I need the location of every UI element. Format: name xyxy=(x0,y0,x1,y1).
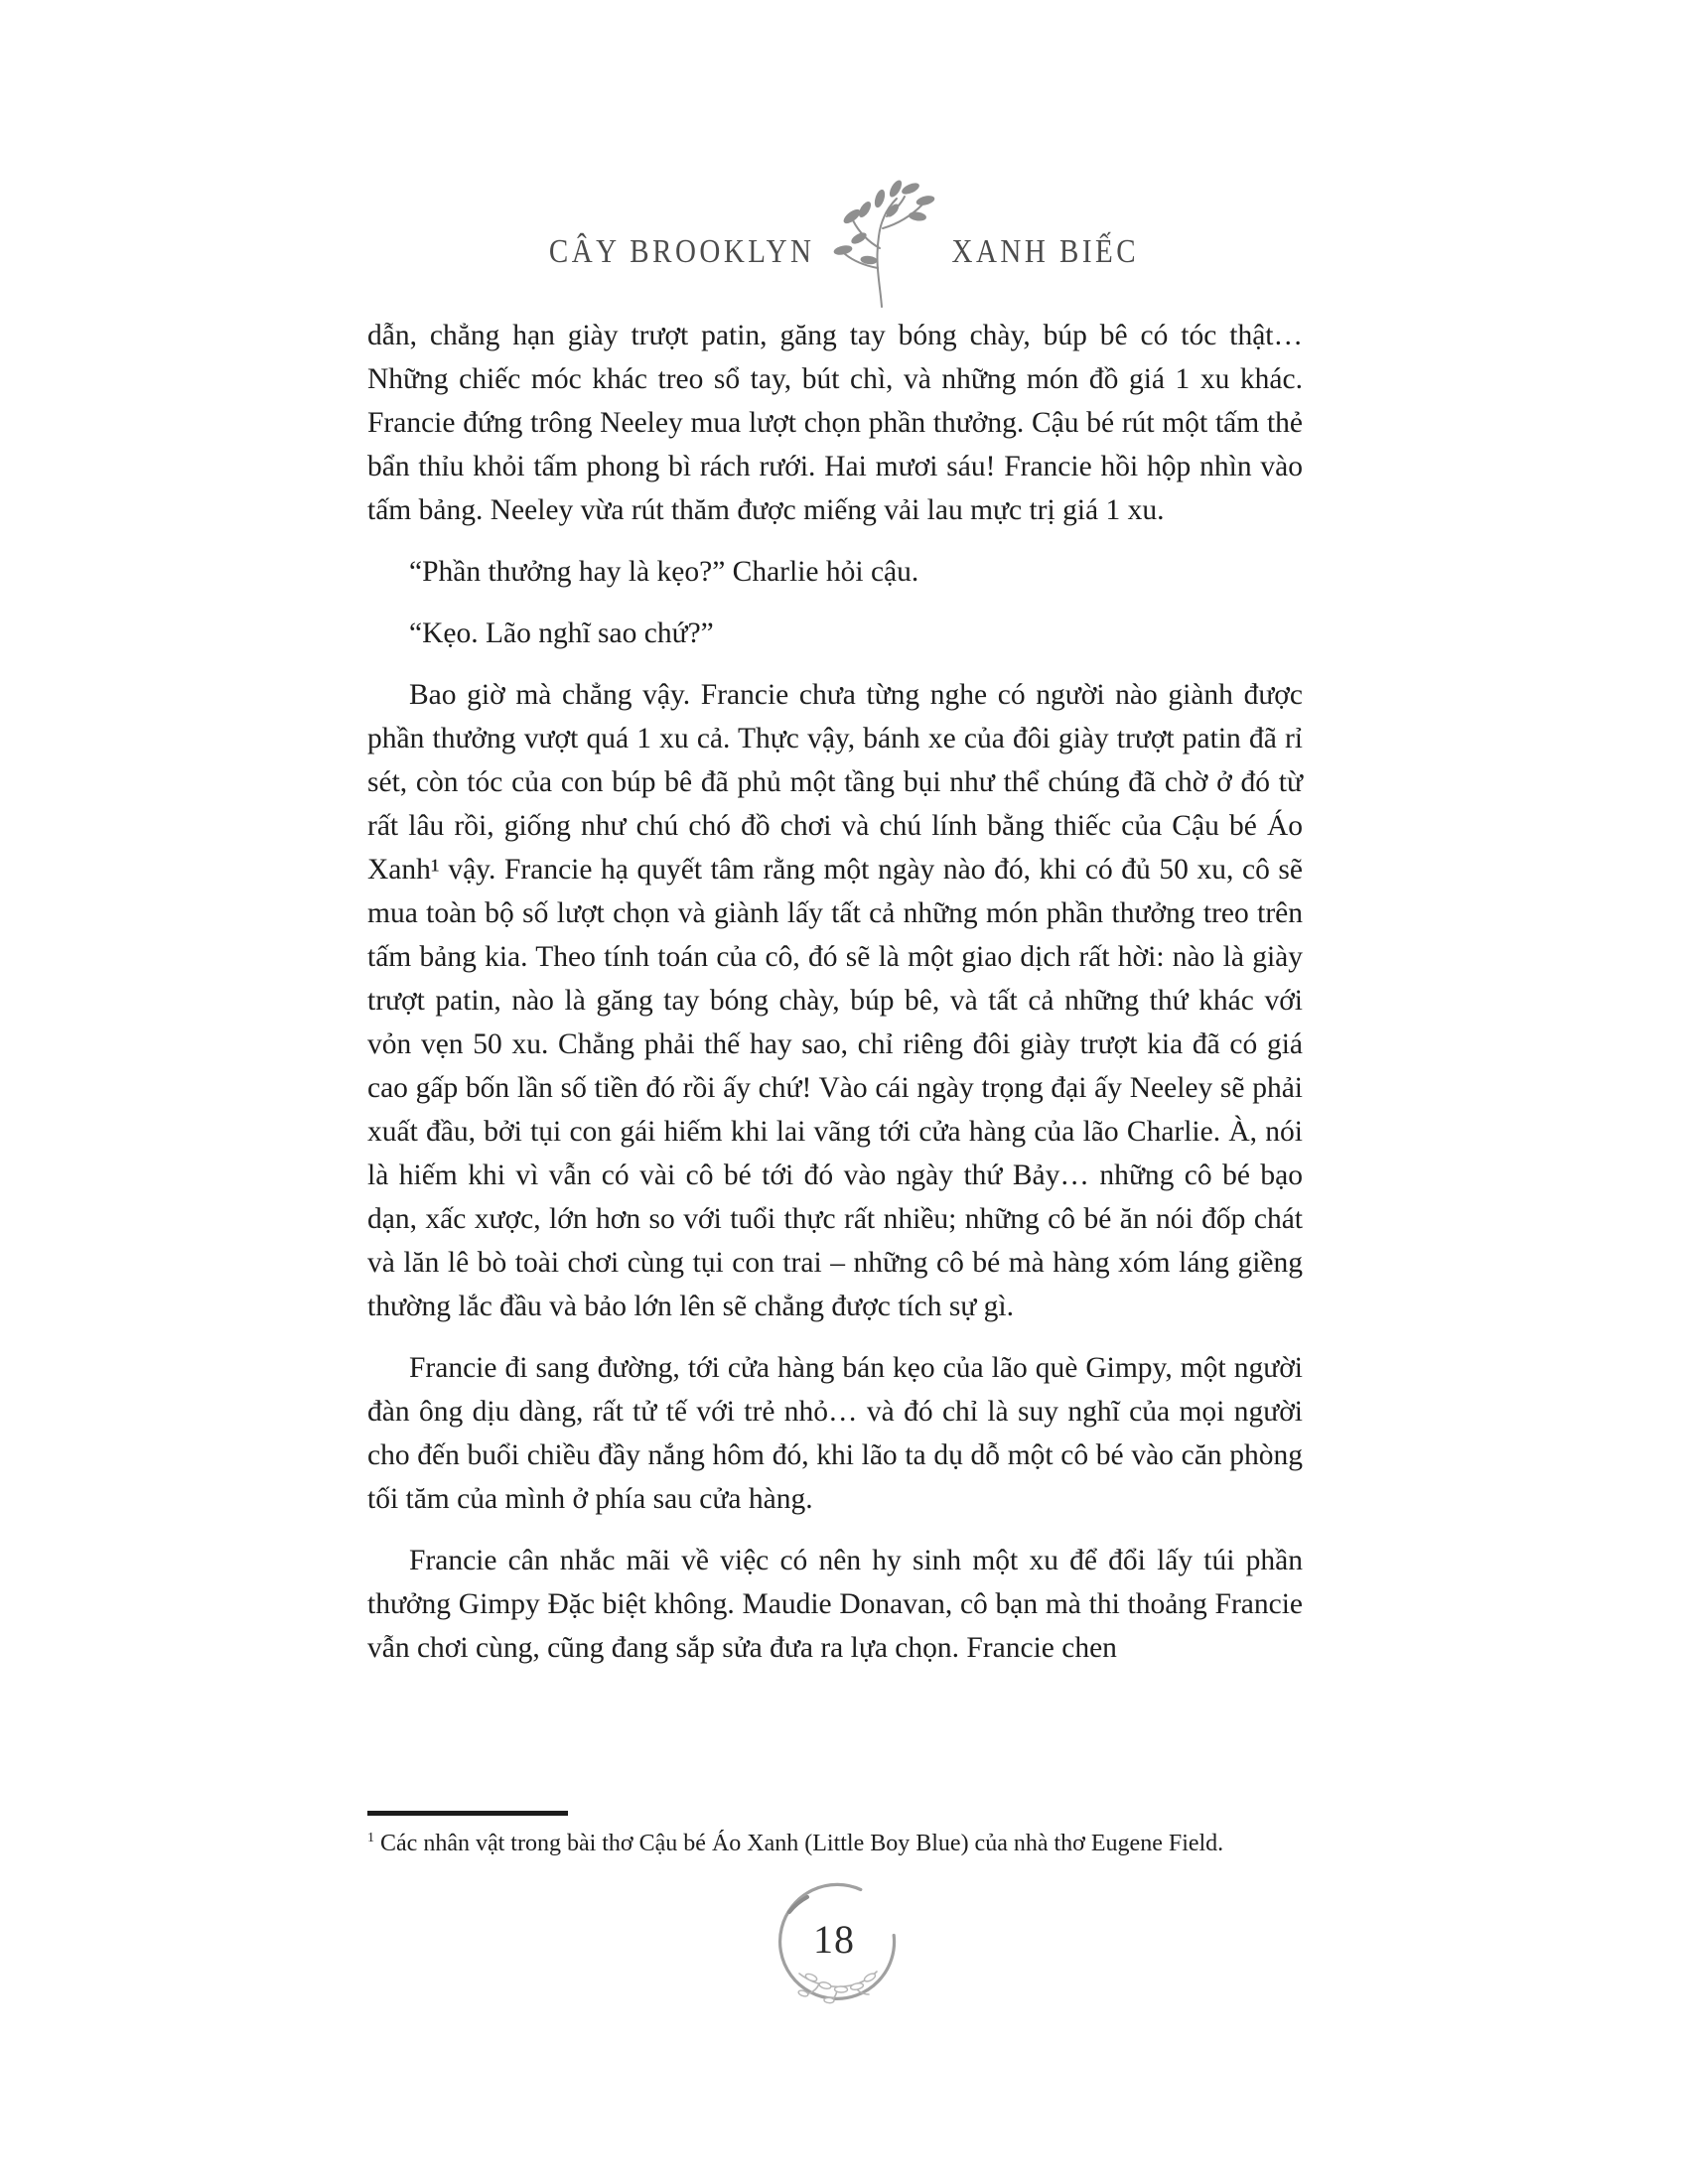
header-title-right: XANH BIẾC xyxy=(951,232,1140,271)
dialogue-line: “Kẹo. Lão nghĩ sao chứ?” xyxy=(409,617,714,649)
body-paragraph: Bao giờ mà chẳng vậy. Francie chưa từng nghe có người nào giành được phần thưởng vượt quá 1 xu cả. Thực vậy, bánh xe của đôi giày trượt patin đã rỉ sét, còn tóc của con búp bê đã phủ một tầng bụi như thể chúng đã chờ ở đó từ rất lâu rồi, giống như chú chó đồ chơi và chú lính bằng thiếc của Cậu bé Áo Xanh¹ vậy. Francie hạ quyết tâm rằng một ngày nào đó, khi có đủ 50 xu, cô sẽ mua toàn bộ số lượt chọn và giành lấy tất cả những món phần thưởng treo trên tấm bảng kia. Theo tính toán của cô, đó sẽ là một giao dịch rất hời: nào là giày trượt patin, nào là găng tay bóng chày, búp bê, và tất cả những thứ khác với vỏn vẹn 50 xu. Chẳng phải thế hay sao, chỉ riêng đôi giày trượt kia đã có giá cao gấp bốn lần số tiền đó rồi ấy chứ! Vào cái ngày trọng đại ấy Neeley sẽ phải xuất đầu, bởi tụi con gái hiếm khi lai vãng tới cửa hàng của lão Charlie. À, nói là hiếm khi vì vẫn có vài cô bé tới đó vào ngày thứ Bảy… những cô bé bạo dạn, xấc xược, lớn hơn so với tuổi thực rất nhiều; những cô bé ăn nói đốp chát và lăn lê bò toài chơi cùng tụi con trai – những cô bé mà hàng xóm láng giềng thường lắc đầu và bảo lớn lên sẽ chẳng được tích sự gì. xyxy=(367,679,1303,1322)
footnote-text xyxy=(367,1829,1309,1858)
header-title-left: CÂY BROOKLYN xyxy=(548,232,815,271)
dialogue-line: “Phần thưởng hay là kẹo?” Charlie hỏi cậu. xyxy=(409,556,919,588)
body-paragraph: dẫn, chẳng hạn giày trượt patin, găng tay bóng chày, búp bê có tóc thật… Những chiếc móc khác treo sổ tay, bút chì, và những món đồ giá 1 xu khác. Francie đứng trông Neeley mua lượt chọn phần thưởng. Cậu bé rút một tấm thẻ bẩn thỉu khỏi tấm phong bì rách rưới. Hai mươi sáu! Francie hồi hộp nhìn vào tấm bảng. Neeley vừa rút thăm được miếng vải lau mực trị giá 1 xu. xyxy=(367,320,1303,526)
page-number-ornament xyxy=(760,1874,914,2029)
running-header xyxy=(0,177,1688,274)
footnote-rule xyxy=(367,1811,568,1816)
footnote-body: Các nhân vật trong bài thơ Cậu bé Áo Xanh (Little Boy Blue) của nhà thơ Eugene Field. xyxy=(380,1831,1224,1856)
body-text xyxy=(367,314,1303,1670)
page-number: 18 xyxy=(813,1917,855,1962)
body-paragraph: Francie cân nhắc mãi về việc có nên hy sinh một xu để đổi lấy túi phần thưởng Gimpy Đặc biệt không. Maudie Donavan, cô bạn mà thi thoảng Francie vẫn chơi cùng, cũng đang sắp sửa đưa ra lựa chọn. Francie chen xyxy=(367,1545,1303,1664)
tree-branch-ornament-icon xyxy=(825,177,942,308)
footnote-marker: 1 xyxy=(367,1831,374,1845)
footnote xyxy=(367,1811,1309,1858)
body-paragraph: Francie đi sang đường, tới cửa hàng bán kẹo của lão què Gimpy, một người đàn ông dịu dàng, rất tử tế với trẻ nhỏ… và đó chỉ là suy nghĩ của mọi người cho đến buổi chiều đầy nắng hôm đó, khi lão ta dụ dỗ một cô bé vào căn phòng tối tăm của mình ở phía sau cửa hàng. xyxy=(367,1352,1303,1515)
